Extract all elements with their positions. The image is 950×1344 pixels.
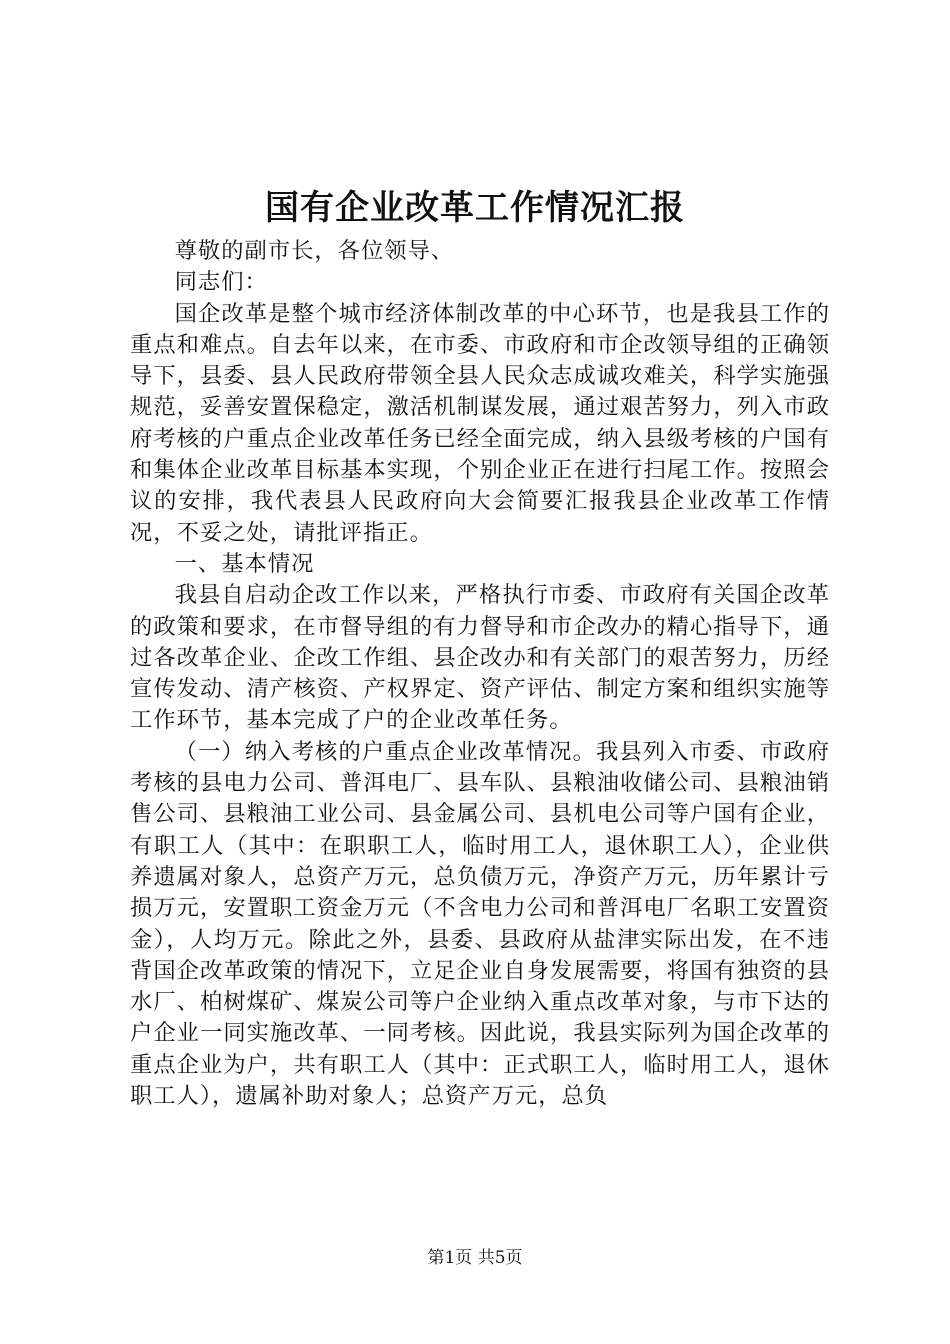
document-body: [130, 236, 830, 1112]
document-title: 国有企业改革工作情况汇报: [265, 188, 685, 228]
key-enterprise-reform-paragraph: （一）纳入考核的户重点企业改革情况。我县列入市委、市政府考核的县电力公司、普洱电厂、县车队、县粮油收储公司、县粮油销售公司、县粮油工业公司、县金属公司、县机电公司等户国有企业，有职工人（其中：在职职工人，临时用工人，退休职工人），企业供养遗属对象人，总资产万元，总负债万元，净资产万元，历年累计亏损万元，安置职工资金万元（不含电力公司和普洱电厂名职工安置资金），人均万元。除此之外，县委、县政府从盐津实际出发，在不违背国企改革政策的情况下，立足企业自身发展需要，将国有独资的县水厂、柏树煤矿、煤炭公司等户企业纳入重点改革对象，与市下达的户企业一同实施改革、一同考核。因此说，我县实际列为国企改革的重点企业为户，共有职工人（其中：正式职工人，临时用工人，退休职工人），遗属补助对象人；总资产万元，总负: [130, 738, 830, 1110]
section-heading-basic-situation: 一、基本情况: [174, 550, 315, 577]
salutation-line-1: 尊敬的副市长，各位领导、: [174, 238, 455, 264]
salutation-line-2: 同志们：: [174, 269, 268, 296]
page-footer: 第1页 共5页: [427, 1248, 523, 1268]
basic-situation-paragraph: 我县自启动企改工作以来，严格执行市委、市政府有关国企改革的政策和要求，在市督导组的有力督导和市企改办的精心指导下，通过各改革企业、企改工作组、县企改办和有关部门的艰苦努力，历经宣传发动、清产核资、产权界定、资产评估、制定方案和组织实施等工作环节，基本完成了户的企业改革任务。: [130, 582, 830, 734]
intro-paragraph: 国企改革是整个城市经济体制改革的中心环节，也是我县工作的重点和难点。自去年以来，在市委、市政府和市企改领导组的正确领导下，县委、县人民政府带领全县人民众志成诚攻难关，科学实施强规范，妥善安置保稳定，激活机制谋发展，通过艰苦努力，列入市政府考核的户重点企业改革任务已经全面完成，纳入县级考核的户国有和集体企业改革目标基本实现，个别企业正在进行扫尾工作。按照会议的安排，我代表县人民政府向大会简要汇报我县企业改革工作情况，不妥之处，请批评指正。: [130, 300, 830, 546]
